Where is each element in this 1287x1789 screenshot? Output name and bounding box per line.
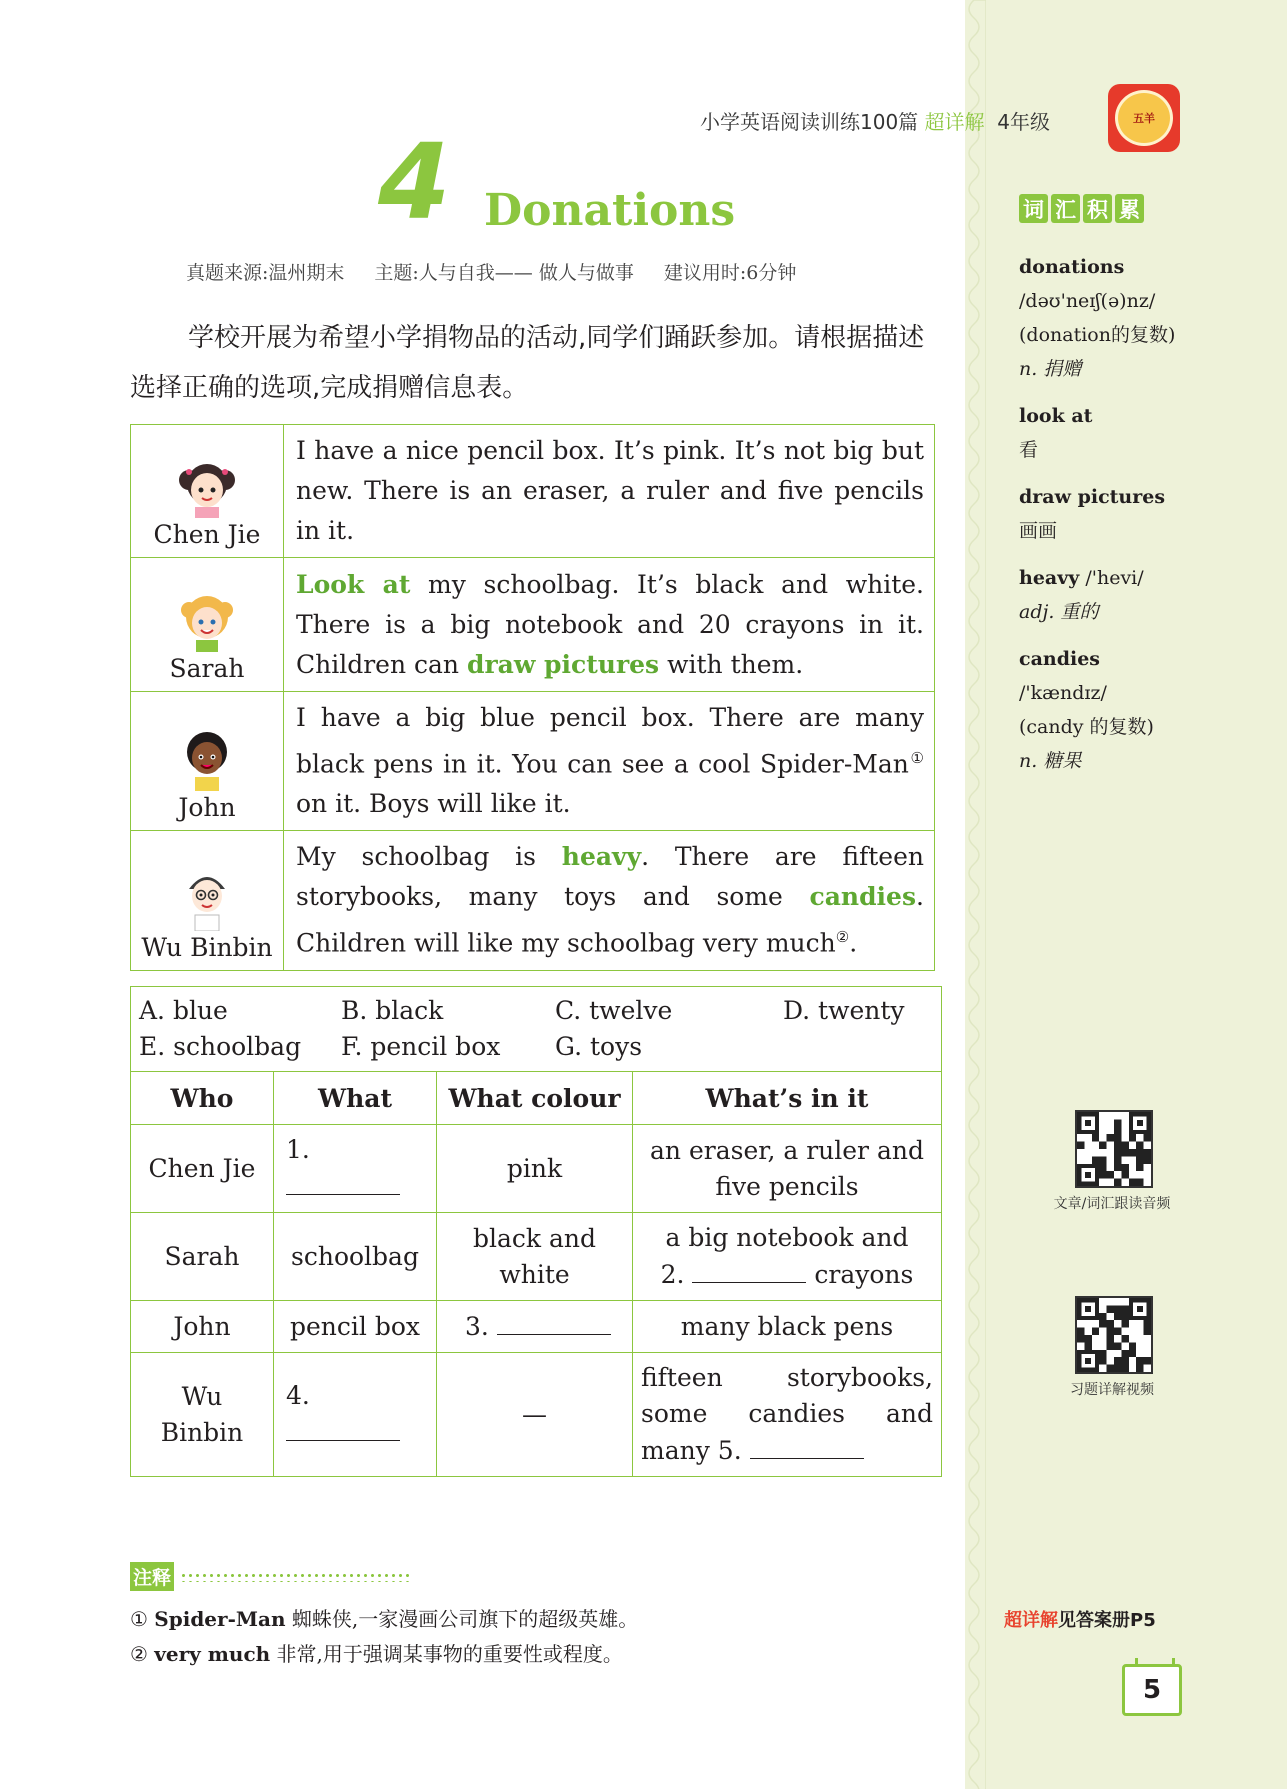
vocab-list: donations /dəʊ'neɪʃ(ə)nz/ (donation的复数) n. 捐赠 look at 看 draw pictures 画画 heavy /'hevi/ adj. 重的 candies /'kændɪz/ (candy 的复数) n. 糖果 [1019, 256, 1176, 772]
info-table [130, 986, 942, 1477]
qr-code-icon[interactable] [1075, 1296, 1153, 1374]
vocab-heading: 词 汇 积 累 [1019, 194, 1144, 223]
passage-row [131, 425, 935, 558]
instruction-text: 学校开展为希望小学捐物品的活动,同学们踊跃参加。请根据描述选择正确的选项,完成捐赠信息表。 [130, 323, 925, 403]
girl-blonde-avatar [177, 590, 237, 652]
passage-text: I have a nice pencil box. It’s pink. It’s not big but new. There is an eraser, a ruler and five pencils in it. [284, 425, 935, 558]
page-number: 5 [1122, 1664, 1182, 1716]
qr-code-icon[interactable] [1075, 1110, 1153, 1188]
option-g: G. toys [555, 1032, 643, 1061]
answer-blank-4[interactable] [286, 1414, 400, 1441]
speaker-name: Sarah [169, 654, 245, 683]
sidebar-wave-edge [962, 0, 986, 1789]
passage-text: Look at my schoolbag. It’s black and white. There is a big notebook and 20 crayons in it. Children can draw pictures with them. [284, 558, 935, 692]
qr-caption: 习题详解视频 [1070, 1382, 1154, 1398]
book-header: 小学英语阅读训练100篇 超详解 4年级 [700, 110, 1050, 134]
option-f: F. pencil box [341, 1032, 501, 1061]
lesson-meta: 真题来源:温州期末 主题:人与自我—— 做人与做事 建议用时:6分钟 [186, 262, 797, 284]
answer-blank-2[interactable] [692, 1256, 806, 1283]
options-list [139, 993, 933, 1065]
answer-reference: 超详解见答案册P5 [1004, 1610, 1156, 1631]
col-what: What [274, 1072, 437, 1125]
speaker-name: John [178, 793, 236, 823]
note-item: ① Spider-Man 蜘蛛侠,一家漫画公司旗下的超级英雄。 [130, 1607, 639, 1631]
table-row: Chen Jie 1. pink an eraser, a ruler and five pencils [131, 1125, 942, 1213]
answer-blank-5[interactable] [750, 1432, 864, 1459]
option-b: B. black [341, 996, 444, 1025]
col-in-it: What’s in it [633, 1072, 942, 1125]
lesson-title: Donations [484, 185, 736, 236]
table-row: Wu Binbin 4. — fifteen storybooks, some candies and many 5. [131, 1353, 942, 1477]
passage-text: I have a big blue pencil box. There are many black pens in it. You can see a cool Spider-Man① on it. Boys will like it. [284, 692, 935, 831]
header-row [131, 1072, 942, 1125]
answer-blank-1[interactable] [286, 1168, 400, 1195]
qr-caption: 文章/词汇跟读音频 [1053, 1196, 1171, 1212]
table-row: John pencil box 3. many black pens [131, 1301, 942, 1353]
passage-row [131, 831, 935, 970]
lesson-number: 4 [378, 121, 451, 243]
col-colour: What colour [437, 1072, 633, 1125]
boy-dark-avatar [177, 725, 237, 791]
option-e: E. schoolbag [139, 1032, 302, 1061]
notes-heading: 注释 [130, 1562, 412, 1591]
speaker-name: Chen Jie [153, 520, 261, 549]
boy-glasses-avatar [177, 863, 237, 931]
speaker-name: Wu Binbin [141, 932, 273, 962]
girl-pigtails-avatar [177, 456, 237, 518]
passage-row [131, 558, 935, 692]
passage-row [131, 692, 935, 831]
option-d: D. twenty [783, 996, 905, 1025]
passage-text: My schoolbag is heavy. There are fifteen storybooks, many toys and some candies. Children will like my schoolbag very much②. [284, 831, 935, 970]
options-row [131, 987, 942, 1072]
table-row: Sarah schoolbag black and white a big notebook and 2. crayons [131, 1213, 942, 1301]
passage-table [130, 424, 935, 971]
publisher-logo-icon: 五羊 [1108, 84, 1180, 152]
note-item: ② very much 非常,用于强调某事物的重要性或程度。 [130, 1642, 623, 1666]
dotted-rule [180, 1572, 412, 1582]
option-a: A. blue [139, 996, 228, 1025]
answer-blank-3[interactable] [497, 1308, 611, 1335]
col-who: Who [131, 1072, 274, 1125]
option-c: C. twelve [555, 996, 673, 1025]
